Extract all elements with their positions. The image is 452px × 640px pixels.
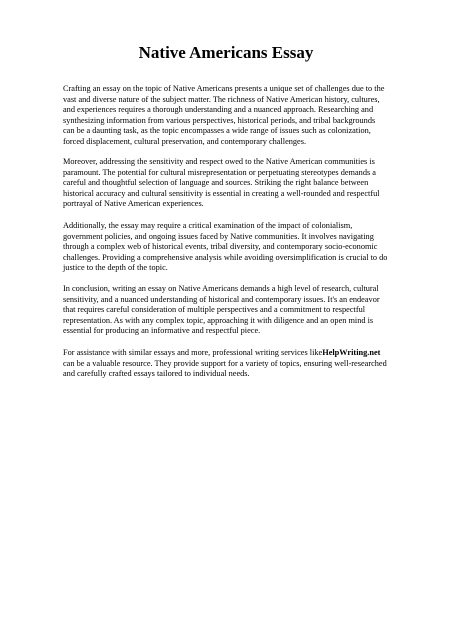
paragraph-2 xyxy=(63,157,393,210)
paragraph-line-prefix: For assistance with similar essays and more, professional writing services like xyxy=(63,348,323,357)
paragraph-3 xyxy=(63,221,393,274)
paragraph-line: essential for producing an informative and respectful piece. xyxy=(63,326,261,336)
paragraph-line: through a complex web of historical events, tribal diversity, and contemporary socio-economic xyxy=(63,242,378,252)
paragraph-line: challenges. Providing a comprehensive analysis while avoiding oversimplification is crucial to do xyxy=(63,252,388,262)
paragraph-line: Moreover, addressing the sensitivity and respect owed to the Native American communities is xyxy=(63,157,375,166)
paragraph-line: careful and thoughtful selection of language and sources. Striking the right balance between xyxy=(63,178,369,188)
paragraph-5 xyxy=(63,348,393,380)
paragraph-line: can be a valuable resource. They provide support for a variety of topics, ensuring well-researched xyxy=(63,358,387,368)
paragraph-line: representation. As with any complex topic, approaching it with diligence and an open mind is xyxy=(63,315,374,325)
paragraph-line: vast and diverse nature of the subject matter. The richness of Native American history, cultures, xyxy=(63,94,380,104)
paragraph-line: and experiences requires a thorough understanding and a nuanced approach. Researching and xyxy=(63,105,374,115)
paragraph-line: historical accuracy and cultural sensitivity is essential in creating a well-rounded and respectful xyxy=(63,188,380,198)
service-brand-name: HelpWriting.net xyxy=(322,348,381,357)
paragraph-1 xyxy=(63,84,393,148)
paragraph-line: can be a daunting task, as the topic encompasses a wide range of issues such as colonization, xyxy=(63,126,371,136)
paragraph-line xyxy=(63,348,393,359)
paragraph-line: portrayal of Native American experiences. xyxy=(63,199,204,209)
paragraph-line: that requires careful consideration of multiple perspectives and a commitment to respectful xyxy=(63,305,366,315)
paragraph-line: government policies, and ongoing issues faced by Native communities. It involves navigating xyxy=(63,231,374,241)
paragraph-line: Crafting an essay on the topic of Native Americans presents a unique set of challenges due to the xyxy=(63,84,385,93)
document-title: Native Americans Essay xyxy=(138,43,314,62)
paragraph-line: synthesizing information from various perspectives, historical periods, and tribal backgrounds xyxy=(63,115,376,125)
paragraph-line: In conclusion, writing an essay on Native Americans demands a high level of research, cultural xyxy=(63,284,379,293)
paragraph-line: paramount. The potential for cultural misrepresentation or perpetuating stereotypes demands a xyxy=(63,167,376,177)
paragraph-line: Additionally, the essay may require a critical examination of the impact of colonialism, xyxy=(63,221,353,230)
paragraph-line: forced displacement, cultural preservation, and contemporary challenges. xyxy=(63,136,307,146)
paragraph-line: and carefully crafted essays tailored to individual needs. xyxy=(63,369,250,379)
paragraph-4 xyxy=(63,284,393,337)
paragraph-line: sensitivity, and a nuanced understanding of historical and contemporary issues. It's an endeavor xyxy=(63,294,380,304)
paragraph-line: justice to the depth of the topic. xyxy=(63,263,168,273)
